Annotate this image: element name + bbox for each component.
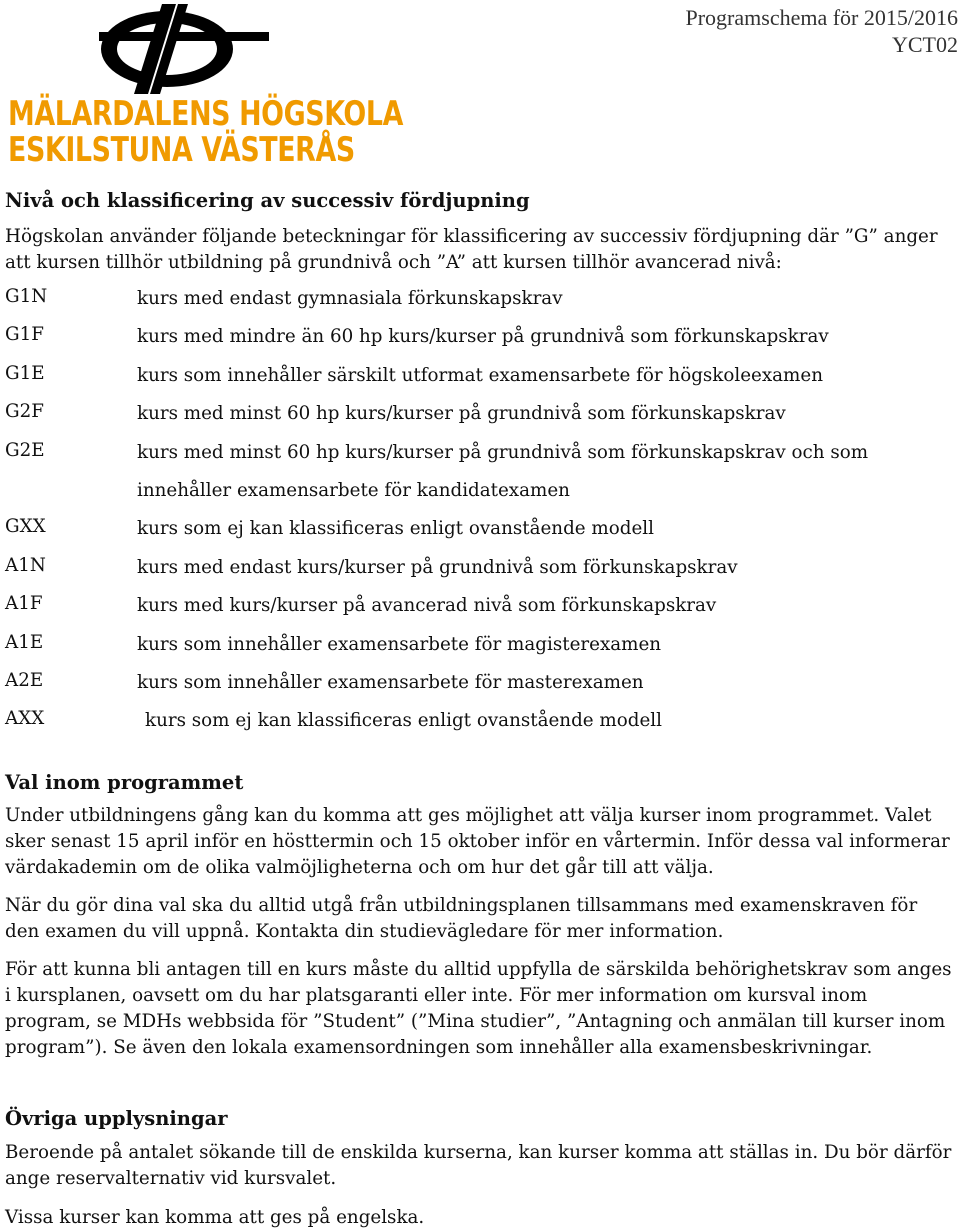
- program-title: Programschema för 2015/2016: [685, 5, 958, 30]
- choices-paragraph-2: [5, 893, 955, 945]
- other-paragraph-2: [5, 1205, 955, 1231]
- paragraph: Under utbildningens gång kan du komma att ges möjlighet att välja kurser inom programmet. Valet sker senast 15 april inför en hösttermin och 15 oktober inför en vårtermin. Inför dessa val informerar värdakademin om de olika valmöjligheterna och om hur det går till att välja.: [5, 805, 950, 878]
- program-header: [686, 4, 959, 58]
- level-code: G1E: [5, 363, 45, 384]
- level-description: kurs som ej kan klassificeras enligt ovanstående modell: [145, 710, 662, 731]
- program-code: YCT02: [892, 32, 958, 57]
- level-description: kurs som innehåller examensarbete för masterexamen: [137, 672, 644, 693]
- paragraph: Vissa kurser kan komma att ges på engelska.: [5, 1207, 425, 1228]
- level-code: A1E: [5, 632, 44, 653]
- level-description: kurs som innehåller examensarbete för magisterexamen: [137, 634, 662, 655]
- level-description: kurs med minst 60 hp kurs/kurser på grundnivå som förkunskapskrav: [137, 403, 786, 424]
- level-description: kurs med mindre än 60 hp kurs/kurser på grundnivå som förkunskapskrav: [137, 326, 829, 347]
- level-code: G1F: [5, 324, 44, 345]
- level-description: kurs med endast gymnasiala förkunskapskrav: [137, 288, 563, 309]
- paragraph: För att kunna bli antagen till en kurs måste du alltid uppfylla de särskilda behörighetskrav som anges i kursplanen, oavsett om du har platsgaranti eller inte. För mer information om kursval inom program, se MDHs webbsida för ”Student” (”Mina studier”, ”Antagning och anmälan till kurser inom program”). Se även den lokala examensordningen som innehåller alla examensbeskrivningar.: [5, 959, 952, 1058]
- level-description: kurs som ej kan klassificeras enligt ovanstående modell: [137, 518, 654, 539]
- level-code: A2E: [5, 670, 44, 691]
- levels-heading: Nivå och klassificering av successiv fördjupning: [5, 189, 530, 212]
- choices-paragraph-3: [5, 957, 955, 1061]
- logo-text-line2: ESKILSTUNA VÄSTERÅS: [8, 130, 355, 170]
- levels-intro: Högskolan använder följande beteckningar för klassificering av successiv fördjupning där ”G” anger att kursen tillhör utbildning på grundnivå och ”A” att kursen tillhör avancerad nivå:: [5, 226, 938, 273]
- other-heading: Övriga upplysningar: [5, 1107, 228, 1130]
- other-paragraph-1: [5, 1140, 955, 1192]
- university-logo: [4, 2, 403, 172]
- level-code: AXX: [5, 708, 45, 729]
- paragraph: Beroende på antalet sökande till de enskilda kurserna, kan kurser komma att ställas in. Du bör därför ange reservalternativ vid kursvalet.: [5, 1142, 952, 1189]
- level-description: kurs som innehåller särskilt utformat examensarbete för högskoleexamen: [137, 365, 823, 386]
- level-code: G2E: [5, 440, 45, 461]
- logo-mark-icon: [4, 2, 334, 97]
- level-description: kurs med kurs/kurser på avancerad nivå som förkunskapskrav: [137, 595, 717, 616]
- level-code: G2F: [5, 401, 44, 422]
- level-description: kurs med minst 60 hp kurs/kurser på grundnivå som förkunskapskrav och som innehåller examensarbete för kandidatexamen: [137, 442, 869, 501]
- choices-heading: Val inom programmet: [5, 771, 244, 794]
- logo-text-line1: MÄLARDALENS HÖGSKOLA: [8, 94, 403, 134]
- paragraph: När du gör dina val ska du alltid utgå från utbildningsplanen tillsammans med examenskraven för den examen du vill uppnå. Kontakta din studievägledare för mer information.: [5, 895, 918, 942]
- level-code: A1N: [5, 555, 46, 576]
- level-code: G1N: [5, 286, 48, 307]
- level-description: kurs med endast kurs/kurser på grundnivå som förkunskapskrav: [137, 557, 738, 578]
- level-code: GXX: [5, 516, 46, 537]
- choices-paragraph-1: [5, 803, 955, 881]
- level-code: A1F: [5, 593, 43, 614]
